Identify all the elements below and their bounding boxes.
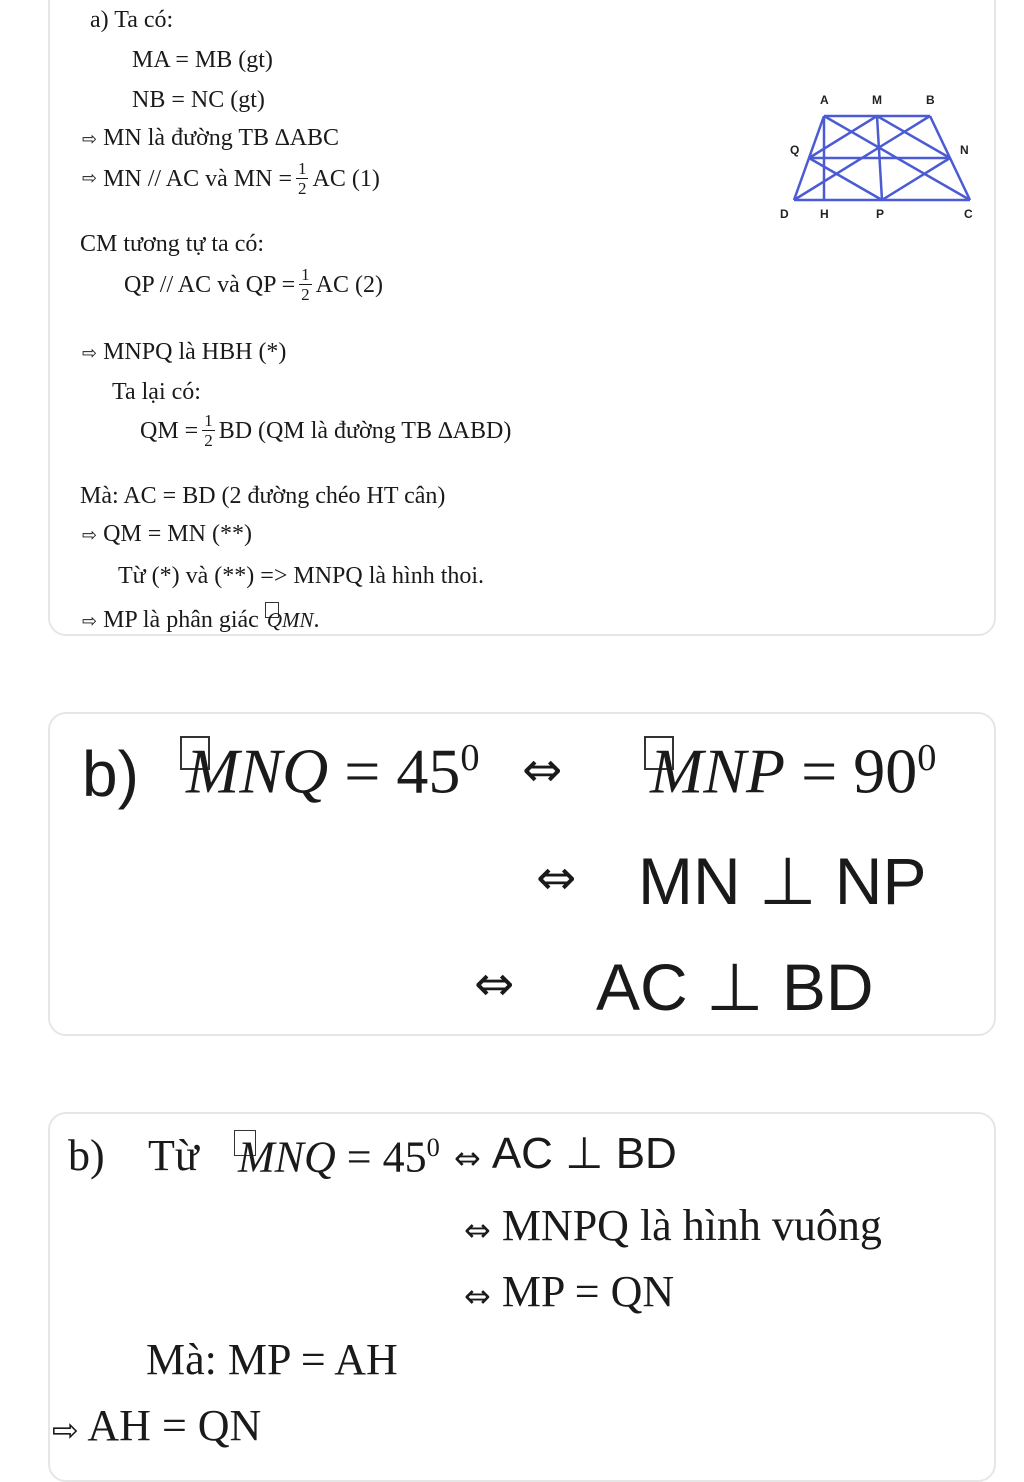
part-b1-card	[48, 712, 996, 1036]
implies-icon: ⇨	[82, 167, 98, 189]
iff-icon: ⇔	[536, 850, 577, 906]
b2-angle-mnq-eq: MNQ = $45^0$	[234, 1130, 440, 1180]
part-a-card	[48, 0, 996, 636]
b1-angle-mnp-eq: MNP = $90^0$	[644, 736, 936, 803]
half-fraction: $\frac{1}{2}$	[301, 265, 310, 304]
tu-ket-luan-line: Từ (*) và (**) => MNPQ là hình thoi.	[118, 563, 485, 589]
nb-nc-line: NB = NC (gt)	[132, 87, 265, 113]
ma-ac-bd-line: Mà: AC = BD (2 đường chéo HT cân)	[80, 483, 446, 509]
label-a: A	[820, 93, 829, 107]
mnpq-hbh-line: ⇨ MNPQ là HBH (*)	[82, 339, 287, 365]
trapezoid-figure	[780, 90, 980, 230]
b2-tu: Từ	[148, 1131, 199, 1180]
implies-icon: ⇨	[82, 343, 98, 364]
segment-mq	[809, 116, 877, 158]
iff-icon: ⇔	[522, 742, 563, 798]
iff-icon: ⇔	[464, 1210, 491, 1249]
b2-line1: ⇔ AC ⊥ BD	[454, 1129, 677, 1178]
implies-icon: ⇨	[82, 525, 98, 546]
implies-icon: ⇨	[82, 129, 98, 150]
b2-label: b)	[68, 1131, 105, 1180]
part-b2-card	[48, 1112, 996, 1482]
qm-line: QM = $\frac{1}{2}$ BD (QM là đường TB ∆ABD)	[140, 411, 512, 450]
ma-mb-line: MA = MB (gt)	[132, 47, 273, 73]
implies-icon: ⇨	[52, 1410, 79, 1449]
half-fraction: $\frac{1}{2}$	[297, 159, 307, 198]
cm-tuong-tu-line: CM tương tự ta có:	[80, 231, 265, 257]
qm-mn-line: ⇨ QM = MN (**)	[82, 521, 252, 547]
iff-icon: ⇔	[454, 1138, 481, 1177]
mn-ac-line: ⇨ MN // AC và MN = $\frac{1}{2}$ AC (1)	[82, 159, 380, 198]
label-c: C	[964, 207, 973, 221]
b2-line5: ⇨ AH = QN	[52, 1401, 262, 1450]
label-n: N	[960, 143, 969, 157]
label-q: Q	[790, 143, 800, 157]
ta-lai-co-line: Ta lại có:	[112, 379, 201, 405]
ac-perp-bd: AC ⊥ BD	[596, 950, 874, 1024]
label-h: H	[820, 207, 829, 221]
segment-qp	[809, 158, 882, 200]
label-p: P	[876, 207, 885, 221]
part-a-heading: a) Ta có:	[90, 7, 174, 33]
implies-icon: ⇨	[82, 611, 98, 632]
mn-tb-line: ⇨ MN là đường TB ∆ABC	[82, 125, 340, 151]
b2-line3: ⇔ MP = QN	[464, 1267, 675, 1316]
trapezoid-lines	[794, 116, 970, 200]
iff-icon: ⇔	[464, 1276, 491, 1315]
b1-label: b)	[82, 738, 139, 810]
label-d: D	[780, 207, 789, 221]
b2-line2: ⇔ MNPQ là hình vuông	[464, 1201, 882, 1250]
label-b: B	[926, 93, 935, 107]
mn-perp-np: MN ⊥ NP	[638, 844, 927, 918]
b2-line4: Mà: MP = AH	[146, 1335, 398, 1384]
half-fraction: $\frac{1}{2}$	[204, 411, 213, 450]
iff-icon: ⇔	[474, 956, 515, 1012]
b1-angle-mnq-eq: MNQ = $45^0$	[180, 736, 480, 803]
qp-ac-line: QP // AC và QP = $\frac{1}{2}$ AC (2)	[124, 265, 383, 304]
label-m: M	[872, 93, 882, 107]
mp-phan-giac-line: ⇨ MP là phân giác QMN.	[82, 602, 320, 632]
segment-np	[882, 158, 950, 200]
